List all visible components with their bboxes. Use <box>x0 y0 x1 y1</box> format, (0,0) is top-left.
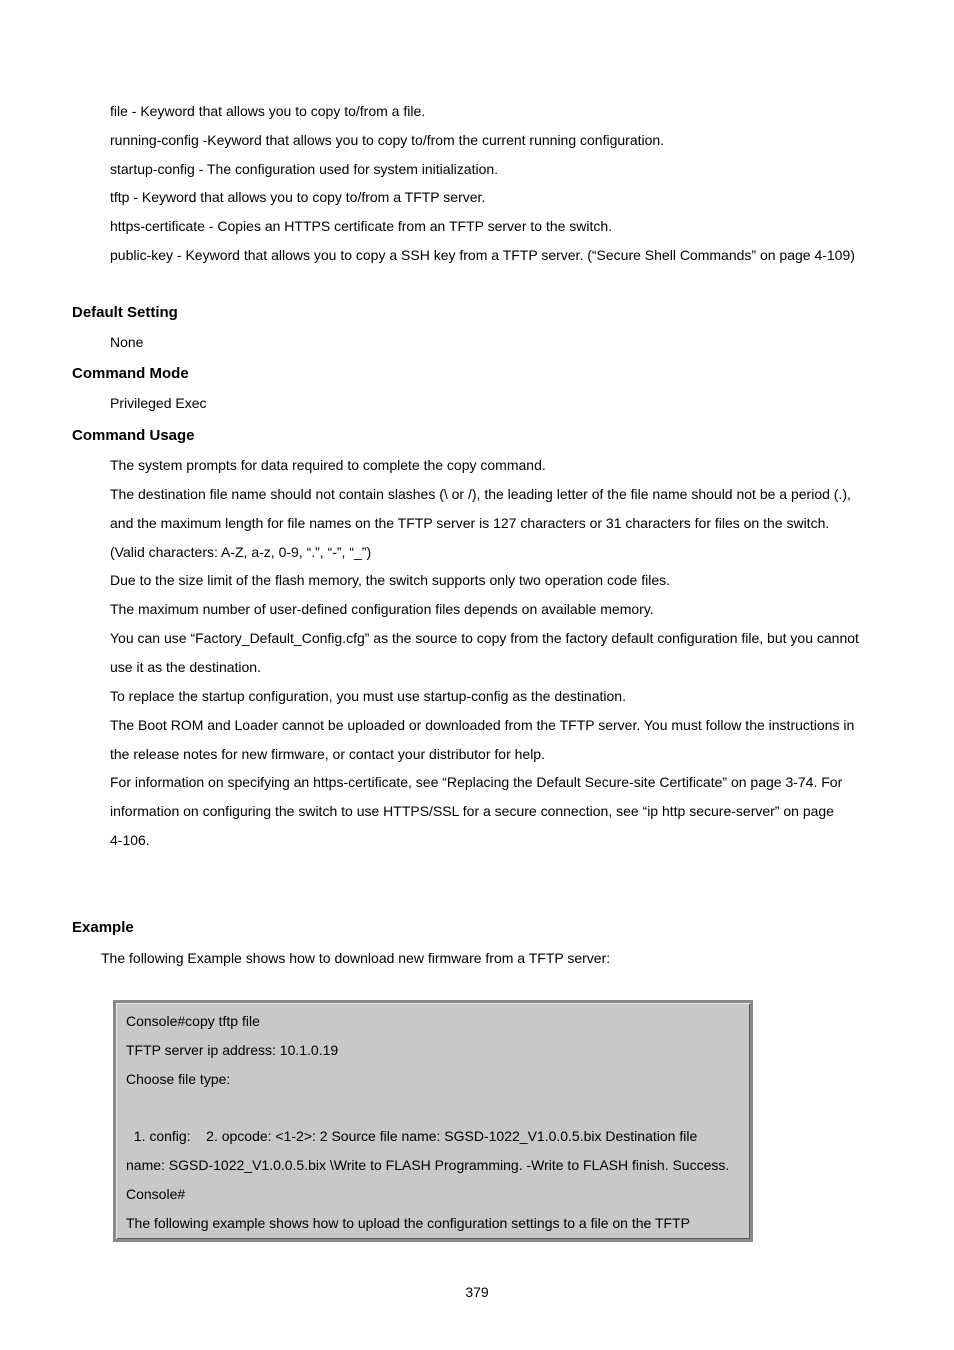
usage-line: information on configuring the switch to use HTTPS/SSL for a secure connection, see “ip http secure-server” on page <box>110 803 834 819</box>
usage-line: The maximum number of user-defined configuration files depends on available memory. <box>110 601 654 617</box>
console-line: Console#copy tftp file <box>126 1013 260 1029</box>
usage-line: the release notes for new firmware, or contact your distributor for help. <box>110 746 545 762</box>
usage-line: (Valid characters: A-Z, a-z, 0-9, “.”, “-”, “_”) <box>110 544 372 560</box>
console-line: Choose file type: <box>126 1071 231 1087</box>
usage-line: and the maximum length for file names on the TFTP server is 127 characters or 31 characters for files on the switch. <box>110 515 830 531</box>
page-number: 379 <box>465 1284 489 1300</box>
keyword-startup-config: startup-config - The configuration used for system initialization. <box>110 161 499 177</box>
console-line: 1. config: 2. opcode: <1-2>: 2 Source file name: SGSD-1022_V1.0.0.5.bix Destination file <box>126 1128 698 1144</box>
usage-line: Due to the size limit of the flash memory, the switch supports only two operation code files. <box>110 572 670 588</box>
example-intro: The following Example shows how to download new firmware from a TFTP server: <box>101 950 611 966</box>
usage-line: 4-106. <box>110 832 150 848</box>
console-line: Console# <box>126 1186 186 1202</box>
usage-line: For information on specifying an https-certificate, see “Replacing the Default Secure-site Certificate” on page 3-74. For <box>110 774 843 790</box>
usage-line: To replace the startup configuration, you must use startup-config as the destination. <box>110 688 626 704</box>
command-usage-heading: Command Usage <box>72 427 195 444</box>
default-setting-value: None <box>110 334 144 350</box>
console-line: The following example shows how to upload the configuration settings to a file on the TFTP <box>126 1215 690 1231</box>
command-mode-heading: Command Mode <box>72 365 189 382</box>
console-line: TFTP server ip address: 10.1.0.19 <box>126 1042 339 1058</box>
keyword-https-certificate: https-certificate - Copies an HTTPS certificate from an TFTP server to the switch. <box>110 218 613 234</box>
console-output-box <box>113 1000 753 1242</box>
console-line: name: SGSD-1022_V1.0.0.5.bix \Write to FLASH Programming. -Write to FLASH finish. Success. <box>126 1157 730 1173</box>
keyword-running-config: running-config -Keyword that allows you to copy to/from the current running configuration. <box>110 132 665 148</box>
command-mode-value: Privileged Exec <box>110 395 207 411</box>
default-setting-heading: Default Setting <box>72 304 178 321</box>
usage-line: The destination file name should not contain slashes (\ or /), the leading letter of the file name should not be a period (.), <box>110 486 851 502</box>
usage-line: You can use “Factory_Default_Config.cfg” as the source to copy from the factory default configuration file, but you cannot <box>110 630 859 646</box>
usage-line: use it as the destination. <box>110 659 261 675</box>
example-heading: Example <box>72 919 134 936</box>
usage-line: The system prompts for data required to complete the copy command. <box>110 457 546 473</box>
usage-line: The Boot ROM and Loader cannot be uploaded or downloaded from the TFTP server. You must follow the instructions in <box>110 717 855 733</box>
keyword-tftp: tftp - Keyword that allows you to copy to/from a TFTP server. <box>110 189 486 205</box>
keyword-public-key: public-key - Keyword that allows you to copy a SSH key from a TFTP server. (“Secure Shell Commands” on page 4-109) <box>110 247 855 263</box>
keyword-file: file - Keyword that allows you to copy to/from a file. <box>110 103 426 119</box>
